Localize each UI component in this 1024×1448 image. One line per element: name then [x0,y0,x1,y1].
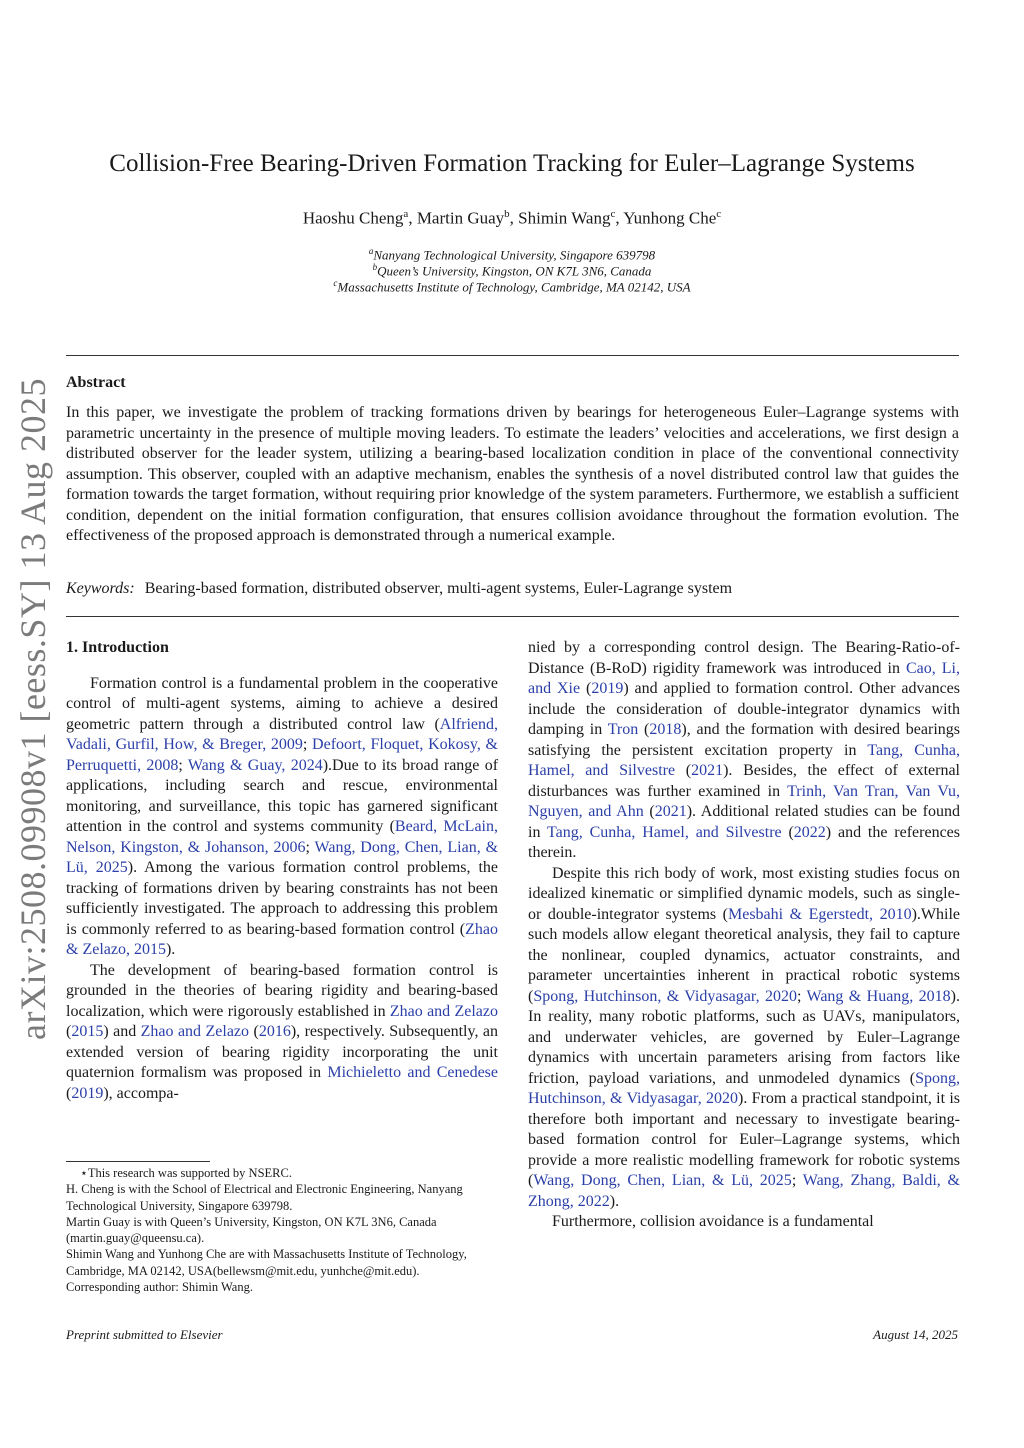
text-run: ; [796,987,807,1005]
text-run: Formation control is a fundamental problem in the cooperative control of multi-agent systems, aiming to achieve a desired geometric pattern through a distributed control law ( [66,674,498,733]
citation-link[interactable]: 2018 [649,721,682,738]
citation-link[interactable]: Wang, Dong, Chen, Lian, & Lü, 2025 [66,838,499,876]
text-run: ).While such models allow elegant theoretical analysis, they fail to capture the nonlinear, coupled dynamics, actuator constraints, and parameter uncertainties inherent in practical robotic systems ( [528,905,960,1005]
citation-link[interactable]: Wang & Guay, 2024 [187,756,323,774]
text-run: ). [609,1192,620,1210]
citation-link[interactable]: Cao, Li, and Xie [528,659,961,697]
text-run: ). From a practical standpoint, it is therefore both important and necessary to investigate bearing-based formation control for Euler–Lagrange systems, which provide a more realistic modelling framework for robotic systems ( [528,1090,961,1189]
footer-date: August 14, 2025 [873,1327,958,1342]
citation-link[interactable]: 2019 [591,680,624,697]
text-run: ) and [103,1023,141,1040]
text-run: ( [643,803,655,820]
text-run: ), accompa- [103,1084,179,1102]
text-run: ). Among the various formation control problems, the tracking of formations driven by bearing constraints has not been sufficiently investigated. The approach to addressing this problem is commonly referred to as bearing-based formation control ( [66,859,498,938]
affiliation-mark: a [368,246,374,256]
text-run: ; [791,1172,803,1189]
citation-link[interactable]: Zhao and Zelazo [140,1023,250,1040]
text-run: ( [580,680,592,697]
arxiv-identifier-stamp: arXiv:2508.09908v1 [eess.SY] 13 Aug 2025 [13,378,53,1040]
citation-link[interactable]: Mesbahi & Egerstedt, 2010 [728,905,912,923]
text-run: ; [178,756,188,774]
citation-link[interactable]: Trinh, Van Tran, Van Vu, Nguyen, and Ahn [528,782,960,820]
affiliation [66,262,958,279]
author-name: Shimin Wang [518,208,611,228]
keywords-text: Bearing-based formation, distributed observer, multi-agent systems, Euler-Lagrange system [144,580,733,597]
affiliation-mark: c [333,278,338,288]
text-run: ; [305,838,315,856]
text-run: ) and applied to formation control. Other advances include the consideration of double-integrator dynamics with damping in [528,680,960,738]
footnote-rule [66,1161,210,1162]
footnote: Martin Guay is with Queen’s University, Kingston, ON K7L 3N6, Canada (martin.guay@queensu.ca). [66,1214,437,1246]
footnotes [66,1165,498,1295]
footnote: ⋆This research was supported by NSERC. [80,1166,292,1180]
text-run: ). Additional related studies can be found in [528,803,961,841]
text-run: ). Besides, the effect of external disturbances was further examined in [528,762,961,800]
citation-link[interactable]: 2015 [71,1023,104,1040]
text-run: ( [66,1084,72,1102]
text-run: ( [675,762,692,779]
text-run: ). In reality, many robotic platforms, such as UAVs, manipulators, and underwater vehicles, are governed by Euler–Lagrange dynamics with uncertain parameters arising from factors like friction, payload variations, and unmodeled dynamics ( [528,987,960,1087]
citation-link[interactable]: Defoort, Floquet, Kokosy, & Perruquetti, 2008 [66,736,498,774]
affiliation [66,278,958,295]
text-run: ).Due to its broad range of applications, including search and rescue, environmental monitoring, and surveillance, this topic has garnered significant attention in the control and systems community ( [66,756,499,835]
text-run: ), and the formation with desired bearings satisfying the persistent excitation property in [528,721,961,759]
footer-preprint-note: Preprint submitted to Elsevier [66,1327,223,1342]
author-affil-mark: b [504,208,510,220]
keywords-line [66,580,959,598]
citation-link[interactable]: Tang, Cunha, Hamel, and Silvestre [547,823,782,841]
paragraph [528,864,960,1213]
text-run: ( [638,721,650,738]
author-name: Yunhong Che [623,208,717,228]
citation-link[interactable]: Alfriend, Vadali, Gurfil, How, & Breger, 2009 [66,715,498,753]
citation-link[interactable]: 2021 [691,762,724,779]
text-run: nied by a corresponding control design. The Bearing-Ratio-of-Distance (B-RoD) rigidity framework was introduced in [528,639,960,677]
citation-link[interactable]: 2016 [258,1023,291,1040]
citation-link[interactable]: Spong, Hutchinson, & Vidyasagar, 2020 [533,987,797,1005]
text-run: ( [249,1023,259,1040]
footnote: Corresponding author: Shimin Wang. [66,1280,253,1295]
keywords-label: Keywords: [66,580,135,597]
affiliation-text: Queen’s University, Kingston, ON K7L 3N6, Canada [377,263,652,279]
affiliation-mark: b [372,262,378,272]
citation-link[interactable]: Zhao & Zelazo, 2015 [66,920,498,958]
citation-link[interactable]: 2019 [71,1084,104,1102]
text-run: ), respectively. Subsequently, an extended version of bearing rigidity incorporating the unit quaternion formalism was proposed in [66,1023,499,1081]
author-affil-mark: a [403,208,409,220]
author-affil-mark: c [610,208,616,220]
paragraph [528,638,960,864]
text-run: ( [66,1023,72,1040]
text-run: Despite this rich body of work, most existing studies focus on idealized kinematic or simplified dynamic models, such as single- or double-integrator systems ( [528,864,960,923]
citation-link[interactable]: 2021 [654,803,687,820]
text-run: ( [781,823,794,841]
affiliation [66,246,958,263]
footnote: H. Cheng is with the School of Electrical and Electronic Engineering, Nanyang Technological University, Singapore 639798. [66,1182,463,1213]
footnote: Shimin Wang and Yunhong Che are with Massachusetts Institute of Technology, Cambridge, MA 02142, USA(bellewsm@mit.edu, yunhche@mit.edu). [66,1247,467,1278]
section-heading: 1. Introduction [66,639,169,656]
paragraph [66,674,498,961]
author-affil-mark: c [716,208,722,220]
right-column [528,638,960,1233]
citation-link[interactable]: Michieletto and Cenedese [327,1064,498,1081]
citation-link[interactable]: Wang, Dong, Chen, Lian, & Lü, 2025 [533,1172,792,1189]
affiliation-text: Massachusetts Institute of Technology, Cambridge, MA 02142, USA [337,279,691,295]
author-name: Haoshu Cheng [302,208,404,228]
citation-link[interactable]: Wang & Huang, 2018 [806,987,951,1005]
citation-link[interactable]: Zhao and Zelazo [389,1002,498,1020]
citation-link[interactable]: Wang, Zhang, Baldi, & Zhong, 2022 [528,1172,960,1210]
citation-link[interactable]: Beard, McLain, Nelson, Kingston, & Johanson, 2006 [66,818,499,856]
abstract-heading: Abstract [66,374,126,391]
abstract-bottom-rule [66,616,959,617]
paragraph: Furthermore, collision avoidance is a fundamental [552,1213,874,1230]
citation-link[interactable]: Tron [607,721,639,738]
paper-title: Collision-Free Bearing-Driven Formation Tracking for Euler–Lagrange Systems [109,150,915,177]
affiliation-text: Nanyang Technological University, Singapore 639798 [373,247,656,263]
left-column [66,638,498,1104]
text-run: ) and the references therein. [528,823,961,861]
text-run: ). [165,941,176,958]
abstract-body: In this paper, we investigate the problem of tracking formations driven by bearings for heterogeneous Euler–Lagrange systems with parametric uncertainty in the presence of multiple moving leaders. To estimate the leaders’ velocities and accelerations, we first design a distributed observer for the leader system, utilizing a bearing-based localization condition in place of the conventional connectivity assumption. This observer, coupled with an adaptive mechanism, enables the synthesis of a novel distributed control law that guides the formation towards the target formation, without requiring prior knowledge of the system parameters. Furthermore, we establish a sufficient condition, dependent on the initial formation configuration, that ensures collision avoidance throughout the formation evolution. The effectiveness of the proposed approach is demonstrated through a numerical example. [66,404,959,544]
abstract-top-rule [66,355,959,356]
citation-link[interactable]: Spong, Hutchinson, & Vidyasagar, 2020 [528,1069,960,1107]
text-run: The development of bearing-based formation control is grounded in the theories of bearing rigidity and bearing-based localization, which were rigorously established in [66,961,498,1020]
paragraph [66,961,498,1105]
author-list: Haoshu Cheng$^a$, Martin Guay$^b$, Shimin Wang$^c$, Yunhong Che$^c$ [302,208,722,228]
citation-link[interactable]: Tang, Cunha, Hamel, and Silvestre [528,741,961,779]
text-run: ; [302,736,313,753]
citation-link[interactable]: 2022 [793,823,826,841]
author-name: Martin Guay [416,208,505,228]
